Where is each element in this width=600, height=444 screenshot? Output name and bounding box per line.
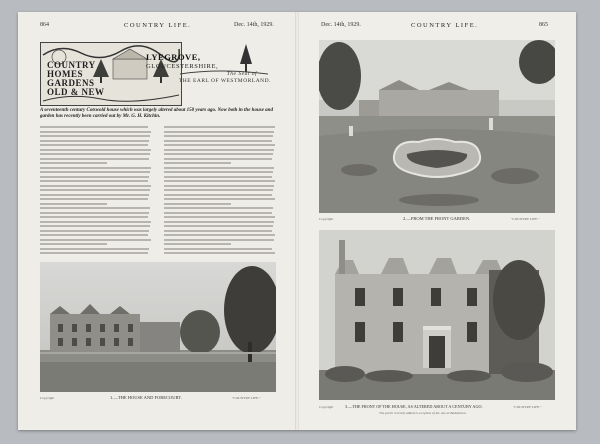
body-text-line [164,176,272,178]
left-page-number: 864 [40,22,49,28]
right-date: Dec. 14th, 1929. [321,22,361,28]
article-subtitle: GLOUCESTERSHIRE, [146,63,219,70]
body-text-line [40,135,150,137]
photo1-caption: 1.—THE HOUSE AND FORECOURT. [110,395,182,400]
body-text-line [40,207,150,209]
body-text-line [40,144,148,146]
front-of-house-image [319,230,555,400]
body-text-line [164,248,272,250]
body-text-line [40,230,149,232]
body-text-line [40,158,149,160]
left-page [18,12,296,430]
photo2-credit-left: Copyright [319,217,334,221]
banner-line-country: COUNTRY [47,60,96,70]
body-text-line [40,171,150,173]
right-masthead: COUNTRY LIFE. [411,22,479,29]
banner-line-gardens: GARDENS [47,78,95,88]
article-intro: A seventeenth century Cotswold house which was largely altered about 150 years ago. Now both in the house and garden has recently been carried out by Mr. G. H. Kitchin. [40,108,273,119]
body-text-line [40,149,151,151]
body-text-line [164,126,275,128]
body-text-line [164,135,273,137]
body-text-line [164,158,272,160]
house-forecourt-image [40,262,276,392]
body-text-line [164,167,274,169]
body-text-line [164,221,274,223]
body-text-line [164,252,275,254]
body-text-line [40,180,148,182]
seat-owner: THE EARL OF WESTMORLAND. [178,78,271,84]
photo-front-of-house [319,230,555,400]
body-text-line [164,185,274,187]
banner-lettering [47,61,105,97]
body-text-line [164,180,275,182]
body-text-line [40,212,149,214]
body-text-line [164,162,231,164]
body-text-line [164,171,273,173]
photo2-credit-right: "COUNTRY LIFE." [511,217,540,221]
body-text-line [164,230,272,232]
seat-label: The Seat of [226,71,257,77]
left-date: Dec. 14th, 1929. [234,22,274,28]
body-text-line [40,234,148,236]
body-text-line [40,243,107,245]
body-text-line [164,144,275,146]
body-text-line [40,203,107,205]
photo-house-forecourt [40,262,276,392]
body-text-line [40,153,150,155]
front-garden-image [319,40,555,213]
photo3-subcaption: The porch recently added is a replica of the one at Badminton. [379,411,467,415]
body-text-line [40,185,151,187]
article-title-block [146,52,271,84]
body-text-line [40,221,151,223]
body-text-line [40,239,151,241]
body-text-line [164,149,274,151]
body-text-line [164,153,273,155]
body-text-line [164,216,275,218]
body-text-line [164,225,273,227]
photo-front-garden [319,40,555,213]
body-text-line [164,198,275,200]
right-page [299,12,576,430]
body-text-line [164,203,231,205]
photo3-caption: 3.—THE FRONT OF THE HOUSE, AS ALTERED ABOUT A CENTURY AGO. [345,404,483,409]
body-text-line [40,198,148,200]
photo3-credit-left: Copyright [319,405,334,409]
left-masthead: COUNTRY LIFE. [124,22,192,29]
body-text-line [164,212,272,214]
photo1-credit-left: Copyright [40,396,55,400]
body-text-line [40,140,149,142]
body-text-line [40,248,149,250]
body-text-line [164,243,231,245]
body-text-line [40,189,150,191]
banner-line-old-new: OLD & NEW [47,87,105,97]
body-text-line [164,234,275,236]
body-column-2 [164,126,276,258]
body-text-line [40,176,149,178]
body-text-line [40,225,150,227]
article-title: LYEGROVE, [146,52,201,62]
body-text-line [164,239,274,241]
body-text-line [40,167,151,169]
body-text-line [164,131,274,133]
right-page-number: 865 [539,22,548,28]
body-text-line [164,140,272,142]
body-text-line [164,189,273,191]
banner-line-homes: HOMES [47,69,84,79]
body-text-line [40,126,148,128]
magazine-spread [18,12,576,430]
body-text-line [40,252,148,254]
body-text-line [164,194,272,196]
photo2-caption: 2.—FROM THE FRONT GARDEN. [403,216,471,221]
body-text-line [40,216,148,218]
body-text-line [40,194,149,196]
body-column-1 [40,126,152,258]
photo1-credit-right: "COUNTRY LIFE." [232,396,261,400]
body-text-line [40,162,107,164]
body-text-line [164,207,273,209]
body-text-line [40,131,151,133]
photo3-credit-right: "COUNTRY LIFE." [513,405,542,409]
